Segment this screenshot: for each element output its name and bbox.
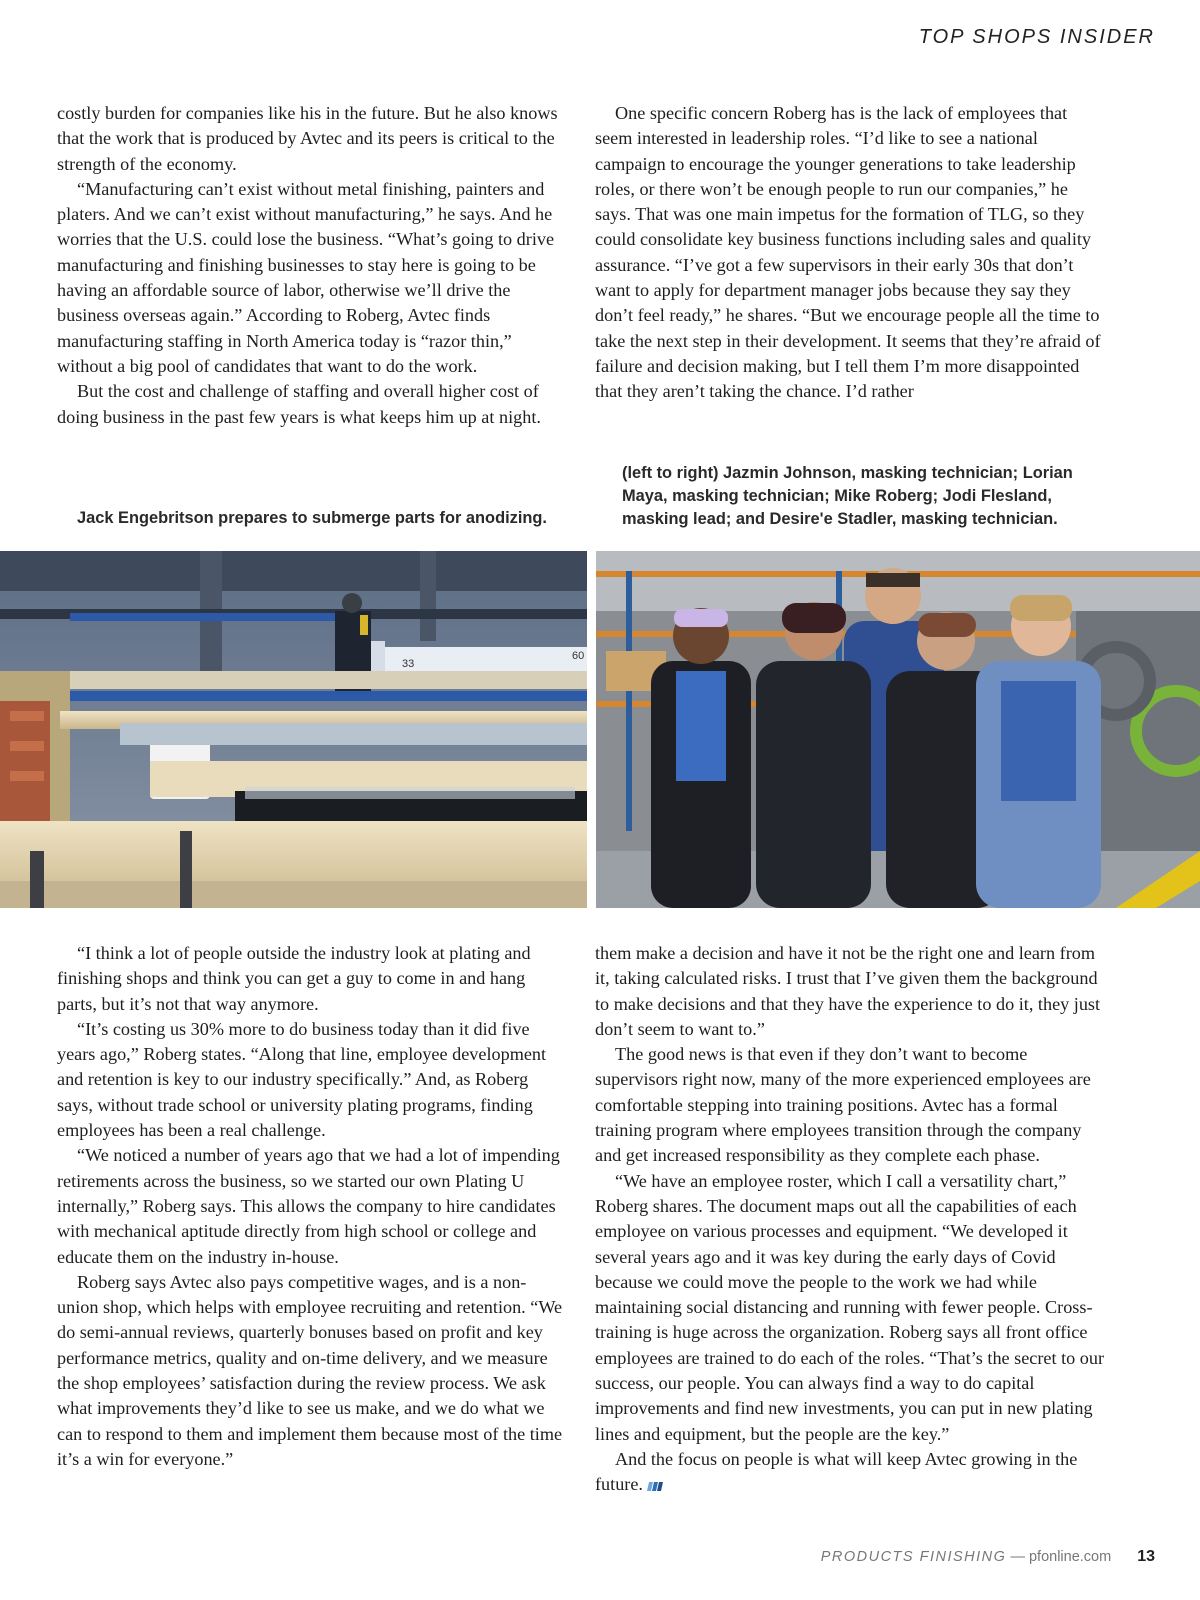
paragraph-final: [595, 1447, 1105, 1498]
paragraph: “Manufacturing can’t exist without metal finishing, painters and platers. And we can’t exist without manufacturing,” he says. And he worries that the U.S. could lose the business. “What’s going to drive manufacturing and finishing businesses to stay here is going to be having an affordable source of labor, otherwise we’ll drive the business overseas again.” According to Roberg, Avtec finds manufacturing staffing in North America today is “razor thin,” without a big pool of candidates that want to do the work.: [57, 178, 555, 376]
paragraph: “It’s costing us 30% more to do business today than it did five years ago,” Roberg states. “Along that line, employee development and retention is key to our industry specifically.” And, as Roberg says, without trade school or university plating programs, finding employees has been a real challenge.: [57, 1018, 547, 1141]
paragraph: The good news is that even if they don’t want to become supervisors right now, many of the more experienced employees are comfortable stepping into training positions. Avtec has a formal training program where employees transition through the company and get increased responsibility as they complete each phase.: [595, 1044, 1091, 1166]
bottom-left-column: [57, 941, 567, 1472]
photo-caption-right: (left to right) Jazmin Johnson, masking technician; Lorian Maya, masking technician; Mike Roberg; Jodi Flesland, masking lead; and Desire'e Stadler, masking technician.: [622, 464, 1073, 528]
bottom-right-column: [595, 941, 1105, 1498]
end-mark-icon: [647, 1482, 663, 1491]
paragraph-final-text: And the focus on people is what will keep Avtec growing in the future.: [595, 1448, 1078, 1495]
footer-publication-line: [821, 1549, 1111, 1565]
paragraph: One specific concern Roberg has is the lack of employees that seem interested in leadership roles. “I’d like to see a national campaign to encourage the younger generations to take leadership roles, or there won’t be enough people to run our companies,” he says. That was one main impetus for the formation of TLG, so they could consolidate key business functions including sales and quality assurance. “I’ve got a few supervisors in their early 30s that don’t want to apply for department manager jobs because they say they don’t feel ready,” he shares. “But we encourage people all the time to take the next step in their development. It seems that they’re afraid of failure and decision making, but I tell them I’m more disappointed that they aren’t taking the chance. I’d rather: [595, 103, 1101, 402]
paragraph: costly burden for companies like his in the future. But he also knows that the work that is produced by Avtec and its peers is critical to the strength of the economy.: [57, 103, 558, 174]
anodizing-line-photo: [0, 551, 587, 908]
top-left-column: [57, 101, 567, 430]
paragraph: Roberg says Avtec also pays competitive wages, and is a non-union shop, which helps with employee recruiting and retention. “We do semi-annual reviews, quarterly bonuses based on profit and key performance metrics, quality and on-time delivery, and we measure the shop employees’ satisfaction during the review process. We ask what improvements they’d like to see us make, and we do what we can to respond to them and implement them because most of the time it’s a win for everyone.”: [57, 1271, 563, 1469]
paragraph: “I think a lot of people outside the industry look at plating and finishing shops and think you can get a guy to come in and hang parts, but it’s not that way anymore.: [57, 943, 531, 1014]
tank-number-label: 33: [402, 658, 415, 670]
tank-number-label: 60: [572, 650, 585, 662]
paragraph: them make a decision and have it not be the right one and learn from it, taking calculated risks. I trust that I’ve given them the background to make decisions and that they have the experience to do it, they just don’t seem to want to.”: [595, 943, 1101, 1039]
page-footer: [821, 1548, 1155, 1566]
page-number: 13: [1137, 1548, 1155, 1565]
footer-separator: —: [1010, 1549, 1025, 1565]
publication-name: PRODUCTS FINISHING: [820, 1549, 1007, 1565]
masking-team-photo: [596, 551, 1200, 908]
section-header: TOP SHOPS INSIDER: [918, 26, 1155, 48]
paragraph: But the cost and challenge of staffing and overall higher cost of doing business in the past few years is what keeps him up at night.: [57, 381, 541, 427]
top-right-column: [595, 101, 1105, 405]
website-link[interactable]: pfonline.com: [1028, 1549, 1112, 1565]
photo-caption-left: Jack Engebritson prepares to submerge parts for anodizing.: [77, 509, 547, 527]
paragraph: “We noticed a number of years ago that we had a lot of impending retirements across the business, so we started our own Plating U internally,” Roberg says. This allows the company to hire candidates with mechanical aptitude directly from high school or college and educate them on the industry in-house.: [57, 1145, 560, 1267]
paragraph: “We have an employee roster, which I call a versatility chart,” Roberg shares. The document maps out all the capabilities of each employee on various processes and equipment. “We developed it several years ago and it was key during the early days of Covid because we could move the people to the work we had while maintaining social distancing and running with fewer people. Cross-training is huge across the organization. Roberg says all front office employees are trained to do each of the roles. “That’s the secret to our success, our people. You can always find a way to do capital improvements and find new investments, you can put in new plating lines and equipment, but the people are the key.”: [595, 1170, 1105, 1444]
